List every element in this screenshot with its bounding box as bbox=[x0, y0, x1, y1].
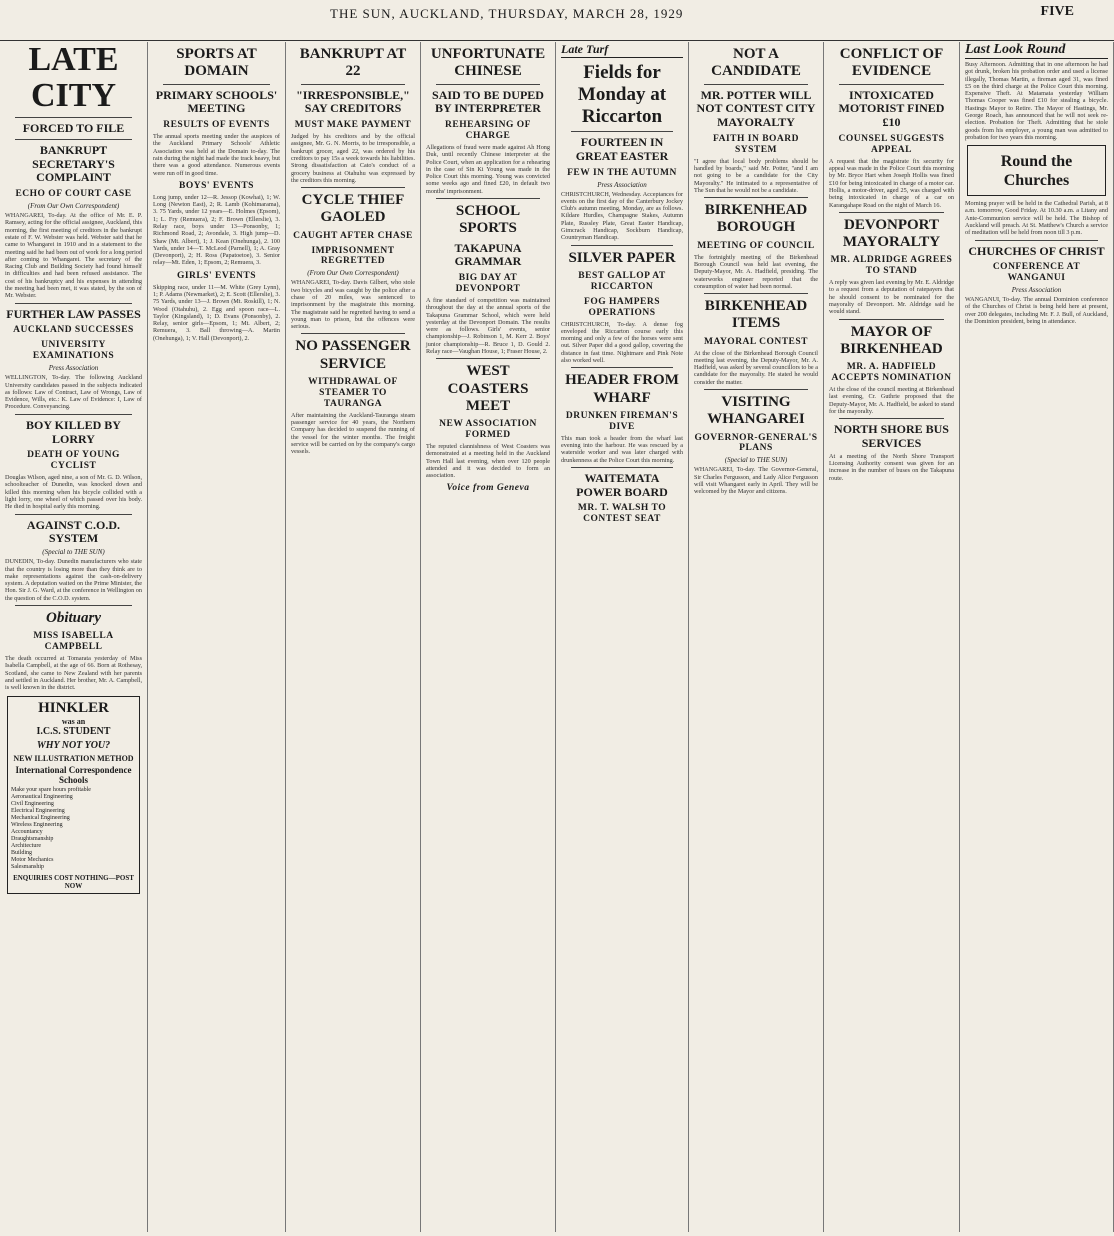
ad-line: Salesmanship bbox=[11, 863, 44, 870]
chinese-heading: UNFORTUNATE CHINESE bbox=[430, 46, 546, 80]
aldridge-subhead: MR. ALDRIDGE AGREES TO STAND bbox=[830, 255, 953, 277]
article-body: A fine standard of competition was maintained throughout the day at the annual sports of the Takapuna Grammar School, which were held yesterday at the Devonport Domain. The results were as follows. Girls' events, senior championship—J. Robinson 1, M. Kerr 2. Boys' junior championship—R. Bruce 1, D. Gould 2. Relay race—Vaughan House, 1; Fraser House, 2. bbox=[426, 296, 550, 356]
counsel-subhead: COUNSEL SUGGESTS APPEAL bbox=[838, 133, 945, 155]
duped-subhead: SAID TO BE DUPED BY INTERPRETER bbox=[432, 87, 544, 116]
column-4 bbox=[421, 42, 556, 1232]
hadfield-subhead: MR. A. HADFIELD ACCEPTS NOMINATION bbox=[831, 362, 952, 384]
ad-line: Draughtsmanship bbox=[11, 835, 54, 842]
column-1 bbox=[0, 42, 148, 1232]
potter-subhead: MR. POTTER WILL NOT CONTEST CITY MAYORALTY bbox=[696, 87, 816, 130]
masthead-title: THE SUN, AUCKLAND, THURSDAY, MARCH 28, 1929 bbox=[330, 6, 684, 21]
must-pay-subhead: MUST MAKE PAYMENT bbox=[294, 120, 412, 131]
primary-subhead: PRIMARY SCHOOLS' MEETING bbox=[155, 87, 278, 116]
mayor-birk-heading: MAYOR OF BIRKENHEAD bbox=[840, 323, 943, 357]
obituary-heading: Obituary bbox=[45, 610, 101, 627]
article-body: Long jump, under 12—R. Jessop (Kowhai), 1; W. Long (Newton East), 2; R. Lamb (Kohimarama), 3. 75 Yards, under 12 years—E. Holmes (Epsom), 1; L. Fry (Remuera), 2; F. Brown (Ellerslie), 3. Relay race, boys under 13—Ponsonby, 1; Richmond Road, 2; Avondale, 3. High jump—D. Shaw (Mt. Albert), 1; J. Kean (Onehunga), 2. 100 Yards, under 14—T. McLeod (Parnell), 1; A. Gray (Devonport), 2; H. Ross (Papatoetoe), 3. Senior relay—Mt. Eden, 1; Epsom, 2; Remuera, 3. bbox=[153, 193, 280, 267]
devonport-heading: DEVONPORT MAYORALTY bbox=[842, 216, 941, 251]
column-8 bbox=[960, 42, 1114, 1232]
ad-was: was an bbox=[61, 716, 86, 726]
voice-subhead: Voice from Geneva bbox=[446, 483, 530, 494]
column-6 bbox=[689, 42, 824, 1232]
few-subhead: FEW IN THE AUTUMN bbox=[567, 167, 677, 178]
article-body: WHANGAREI, To-day. Davis Gilbert, who stole two bicycles and was caught by the police after a chase of 20 miles, was sentenced to imprisonment by the magistrate this morning. The magistrate said he regretted having to send a young man to prison, but the offences were serious. bbox=[291, 279, 415, 331]
ad-school: International Correspondence Schools bbox=[15, 764, 132, 785]
column-2 bbox=[148, 42, 286, 1232]
birkenhead-heading: BIRKENHEAD BOROUGH bbox=[704, 202, 808, 236]
article-body: A reply was given last evening by Mr. E. Aldridge to a request from a deputation of ratepayers that he should consent to be nominated for the mayoralty of Devonport. Mr. Aldridge said he would stand. bbox=[829, 279, 954, 316]
ad-line: Mechanical Engineering bbox=[11, 814, 70, 821]
round-churches-heading: Round the Churches bbox=[1000, 153, 1073, 189]
header-wharf-heading: HEADER FROM WHARF bbox=[565, 372, 679, 406]
walsh-subhead: MR. T. WALSH TO CONTEST SEAT bbox=[577, 503, 667, 525]
girls-events-subhead: GIRLS' EVENTS bbox=[176, 270, 257, 281]
article-body: WANGANUI, To-day. The annual Dominion conference of the Churches of Christ is being held here at present, over 200 delegates, including Mr. F. J. Bull, of Auckland, the Dominion president, being in attendance. bbox=[965, 296, 1108, 326]
article-body: Busy Afternoon. Admitting that in one afternoon he had got drunk, broken his probation order and used a license illegally, Thomas Martin, a fireman aged 31, was fined £5 on the third charge at the Police Court this morning. Expensive Theft. At Matamata yesterday William Thomas Cooper was fined £10 for stealing a bicycle. Hastings Mayor to Retire. The Mayor of Hastings, Mr. George Roach, has announced that he will not seek re-election. Probation for Theft. Admitting that he stole goods from his employer, a young man was admitted to probation for two years this morning. bbox=[965, 61, 1108, 141]
article-body: DUNEDIN, To-day. Dunedin manufacturers who state that the country is losing more than they think are to make representations against the cash-on-delivery system. A deputation waited on the Prime Minister, the Hon. Sir J. G. Ward, at the conference in Wellington on the question of the C.O.D. system. bbox=[5, 558, 142, 602]
article-body: Judged by his creditors and by the official assignee, Mr. G. N. Morris, to be irresponsible, a bankrupt grocer, aged 22, was ordered by his creditors to pay 15s a week towards his liabilities. Strong dissatisfaction at Cato's conduct of a grocery business at Otahuhu was expressed by the creditors this morning. bbox=[291, 133, 415, 184]
university-subhead: UNIVERSITY EXAMINATIONS bbox=[32, 340, 115, 362]
column-5 bbox=[556, 42, 689, 1232]
ad-line: Wireless Engineering bbox=[11, 821, 63, 828]
byline: (Special to THE SUN) bbox=[724, 456, 788, 465]
sports-heading: SPORTS AT DOMAIN bbox=[176, 46, 257, 80]
imprisonment-subhead: IMPRISONMENT REGRETTED bbox=[311, 245, 395, 267]
article-body: At a meeting of the North Shore Transport Licensing Authority consent was given for an increase in the number of buses on the Takapuna route. bbox=[829, 452, 954, 482]
article-body: "I agree that local body problems should be handled by boards," said Mr. Potter, "and I am not going to be a candidate for the City Mayoralty." He intimated to a representative of The Sun that he would not be a candidate. bbox=[694, 157, 818, 194]
not-candidate-heading: NOT A CANDIDATE bbox=[711, 46, 801, 80]
byline: Press Association bbox=[48, 364, 99, 373]
caught-subhead: CAUGHT AFTER CHASE bbox=[293, 230, 413, 241]
byline: (From Our Own Correspondent) bbox=[307, 269, 399, 278]
ad-line: Electrical Engineering bbox=[11, 807, 65, 814]
article-body: WELLINGTON, To-day. The following Auckland University candidates passed in the subjects indicated as follows: Law of Contract, Law of Wrongs, Law of Evidence, Wills, etc.: K. Law of Evidence: I, Law of Procedure. Conveyancing. bbox=[5, 374, 142, 411]
article-body: The death occurred at Tomarata yesterday of Miss Isabella Campbell, at the age of 66. Born at Rothesay, Scotland, she came to New Zealand with her parents and settled in Auckland. Her brother, Mr. A. Campbell, is well known in the district. bbox=[5, 655, 142, 692]
meeting-subhead: MEETING OF COUNCIL bbox=[697, 240, 815, 251]
ad-ics: I.C.S. STUDENT bbox=[36, 725, 111, 737]
ad-line: Civil Engineering bbox=[11, 800, 54, 807]
byline: (Special to THE SUN) bbox=[42, 548, 105, 557]
article-body: After maintaining the Auckland-Tauranga steam passenger service for 40 years, the Northern Company has decided to suspend the running of the vessel for the winter months. The freight service will be carried on by the company's cargo vessels. bbox=[291, 411, 415, 456]
takapuna-subhead: TAKAPUNA GRAMMAR bbox=[454, 240, 522, 269]
cycle-thief-heading: CYCLE THIEF GAOLED bbox=[301, 192, 405, 226]
churches-box bbox=[967, 145, 1106, 196]
drunken-subhead: DRUNKEN FIREMAN'S DIVE bbox=[565, 410, 679, 432]
west-coasters-heading: WEST COASTERS MEET bbox=[447, 363, 529, 414]
further-heading: FURTHER LAW PASSES bbox=[6, 306, 141, 321]
article-body: CHRISTCHURCH, To-day. A dense fog enveloped the Riccarton course early this morning and only a few of the horses were sent out. Silver Paper did a good gallop, covering the distance in fast time. Nightmare and Pink Note also worked well. bbox=[561, 320, 683, 365]
bankrupt-22-heading: BANKRUPT AT 22 bbox=[299, 46, 407, 80]
miss-campbell-subhead: MISS ISABELLA CAMPBELL bbox=[33, 631, 114, 653]
page-number: FIVE bbox=[1040, 4, 1074, 19]
faith-subhead: FAITH IN BOARD SYSTEM bbox=[713, 133, 799, 155]
boy-killed-heading: BOY KILLED BY LORRY bbox=[26, 417, 121, 446]
new-assoc-subhead: NEW ASSOCIATION FORMED bbox=[439, 419, 537, 440]
intoxicated-subhead: INTOXICATED MOTORIST FINED £10 bbox=[838, 87, 945, 130]
withdrawal-subhead: WITHDRAWAL OF STEAMER TO TAURANGA bbox=[308, 376, 398, 409]
article-body: At the close of the council meeting at Birkenhead last evening, Cr. Guthrie proposed that the Deputy-Mayor, Mr. A. Hadfield, be asked to stand for the mayoralty. bbox=[829, 385, 954, 415]
article-body: WHANGAREI, To-day. The Governor-General, Sir Charles Fergusson, and Lady Alice Fergusson will visit Whangarei early in April. They will be welcomed by the Mayor and citizens. bbox=[694, 466, 818, 496]
fourteen-subhead: FOURTEEN IN GREAT EASTER bbox=[575, 135, 669, 163]
article-body: At the close of the Birkenhead Borough Council meeting last evening, the Deputy-Mayor, Mr. A. Hadfield, was asked by several councillors to be a candidate for the mayoralty. He stated he would consider the matter. bbox=[694, 349, 818, 386]
silver-paper-heading: SILVER PAPER bbox=[568, 249, 676, 266]
byline: Press Association bbox=[1011, 286, 1062, 295]
conference-subhead: CONFERENCE AT WANGANUI bbox=[992, 262, 1081, 284]
ad-enquiries: ENQUIRIES COST NOTHING—POST NOW bbox=[13, 873, 134, 890]
ad-line: Architecture bbox=[11, 842, 41, 849]
article-body: This man took a header from the wharf last evening into the harbour. He was rescued by a waterside worker and was later charged with drunkenness at the Police Court this morning. bbox=[561, 434, 683, 464]
governor-subhead: GOVERNOR-GENERAL'S PLANS bbox=[694, 432, 818, 454]
waitemata-heading: WAITEMATA POWER BOARD bbox=[576, 470, 668, 499]
ad-course-list bbox=[11, 787, 136, 871]
forced-heading: FORCED TO FILE bbox=[22, 121, 125, 135]
ad-line: Aeronautical Engineering bbox=[11, 793, 73, 800]
ad-hinkler: HINKLER bbox=[38, 699, 109, 716]
results-subhead: RESULTS OF EVENTS bbox=[163, 120, 270, 131]
ics-advertisement bbox=[7, 696, 140, 894]
ad-method: NEW ILLUSTRATION METHOD bbox=[13, 753, 134, 763]
masthead bbox=[0, 0, 1114, 41]
ad-why: WHY NOT YOU? bbox=[36, 739, 111, 751]
article-body: Morning prayer will be held in the Cathedral Parish, at 8 a.m. tomorrow, Good Friday. At 10.30 a.m. a Litany and Ante-Communion service will be held. The Bishop of Auckland will preach. At St. Matthew's Church a service of meditation will be held from noon till 3 p.m. bbox=[965, 200, 1108, 237]
article-body: The reputed clannishness of West Coasters was demonstrated at a meeting held in the Auckland Town Hall last evening, when over 120 people attended and it was decided to form an association. bbox=[426, 442, 550, 480]
article-body: The annual sports meeting under the auspices of the Auckland Primary Schools' Athletic Association was held at the Domain to-day. The rain during the night had made the track heavy, but there was a good attendance. Numerous events were run off in good time. bbox=[153, 133, 280, 177]
fields-heading: Fields for Monday at Riccarton bbox=[577, 62, 667, 127]
article-body: Douglas Wilson, aged nine, a son of Mr. G. D. Wilson, schoolteacher of Dunedin, was knocked down and killed this morning when his bicycle collided with a light lorry, one wheel of which passed over his body. He died in hospital early this morning. bbox=[5, 474, 142, 511]
irresponsible-subhead: "IRRESPONSIBLE," SAY CREDITORS bbox=[296, 87, 410, 116]
north-shore-heading: NORTH SHORE BUS SERVICES bbox=[834, 422, 949, 450]
churches-christ-heading: CHURCHES OF CHRIST bbox=[968, 243, 1105, 258]
ad-line: Motor Mechanics bbox=[11, 856, 54, 863]
byline: (From Our Own Correspondent) bbox=[27, 202, 120, 211]
ad-line: Make your spare hours profitable bbox=[11, 786, 91, 793]
ad-line: Accountancy bbox=[11, 828, 43, 835]
boys-events-subhead: BOYS' EVENTS bbox=[179, 180, 254, 191]
article-body: Allegations of fraud were made against Ah Hong Duk, until recently Chinese interpreter at the Police Court, when an application for a rehearing in the case of Sin Ki Young was made in the Police Court this morning. Young was convicted some weeks ago and fined £20, in default two months' imprisonment. bbox=[426, 143, 550, 195]
conflict-heading: CONFLICT OF EVIDENCE bbox=[839, 46, 944, 80]
bigday-subhead: BIG DAY AT DEVONPORT bbox=[455, 273, 521, 295]
article-body: A request that the magistrate fix security for appeal was made in the Police Court this morning by Mr. Bryce Hart when Joseph Hollis was fined £10 for being intoxicated in charge of a motor car. Hollis, a motor-driver, aged 25, was charged with being intoxicated in charge of a car on Karangahape Road on the night of March 16. bbox=[829, 157, 954, 209]
article-body: The fortnightly meeting of the Birkenhead Borough Council was held last evening, the Deputy-Mayor, Mr. A. Hadfield, presiding. The waterworks engineer reported that the consumption of water had been normal. bbox=[694, 253, 818, 290]
no-passenger-heading: NO PASSENGER SERVICE bbox=[295, 338, 411, 372]
mayoral-subhead: MAYORAL CONTEST bbox=[703, 336, 809, 347]
bankrupt-heading: BANKRUPT SECRETARY'S COMPLAINT bbox=[32, 142, 115, 185]
birk-items-heading: BIRKENHEAD ITEMS bbox=[704, 298, 808, 332]
late-city-heading: LATE CITY bbox=[28, 42, 119, 114]
column-3 bbox=[286, 42, 421, 1232]
ad-line: Building bbox=[11, 849, 33, 856]
best-gallop-subhead: BEST GALLOP AT RICCARTON bbox=[578, 270, 666, 292]
against-heading: AGAINST C.O.D. SYSTEM bbox=[26, 517, 121, 546]
last-look-heading: Last Look Round bbox=[965, 42, 1108, 59]
article-body: WHANGAREI, To-day. At the office of Mr. E. P. Ramsey, acting for the official assignee, Auckland, this morning, the first meeting of creditors in the bankrupt estate of F. W. Webster was held. Webster said that he came to Whangarei in 1910 and in a statement to the meeting said he had been out of work for a long period after coming to Whangarei. The secretary of the Racing Club and Building Society had found himself in difficulties and had been refused assistance. The cost of his bankruptcy and his expenses in attending the meeting had been met, it was stated, by the son of Mr. Webster. bbox=[5, 212, 142, 300]
rehearsing-subhead: REHEARSING OF CHARGE bbox=[445, 120, 531, 142]
fog-subhead: FOG HAMPERS OPERATIONS bbox=[584, 296, 660, 318]
auckland-subhead: AUCKLAND SUCCESSES bbox=[13, 325, 134, 336]
death-subhead: DEATH OF YOUNG CYCLIST bbox=[27, 450, 120, 472]
visiting-heading: VISITING WHANGAREI bbox=[707, 394, 805, 428]
late-turf-label: Late Turf bbox=[561, 42, 683, 58]
article-body: Skipping race, under 11—M. White (Grey Lynn), 1; P. Adams (Newmarket), 2; E. Scott (Ellerslie), 3. 75 Yards, under 13—J. Brown (Mt. Roskill), 1; N. Wood (Otahuhu), 2. Egg and spoon race—L. Taylor (Kingsland), 1; D. Evans (Ponsonby), 2. Relay, senior girls—Epsom, 1; Mt. Albert, 2; Remuera, 3. Ball throwing—A. Martin (Onehunga), 1; V. Hall (Devonport), 2. bbox=[153, 283, 280, 342]
byline: Press Association bbox=[597, 180, 647, 189]
article-body: CHRISTCHURCH, Wednesday. Acceptances for events on the first day of the Canterbury Jockey Club's autumn meeting, Monday, are as follows. Kildare Hurdles, Champagne Stakes, Autumn Plate, Russley Plate, Great Easter Handicap, Gimcrack Handicap, Sockburn Handicap, Countryman Handicap. bbox=[561, 190, 683, 242]
school-sports-heading: SCHOOL SPORTS bbox=[455, 203, 521, 237]
column-7 bbox=[824, 42, 960, 1232]
echo-subhead: ECHO OF COURT CASE bbox=[15, 189, 132, 200]
